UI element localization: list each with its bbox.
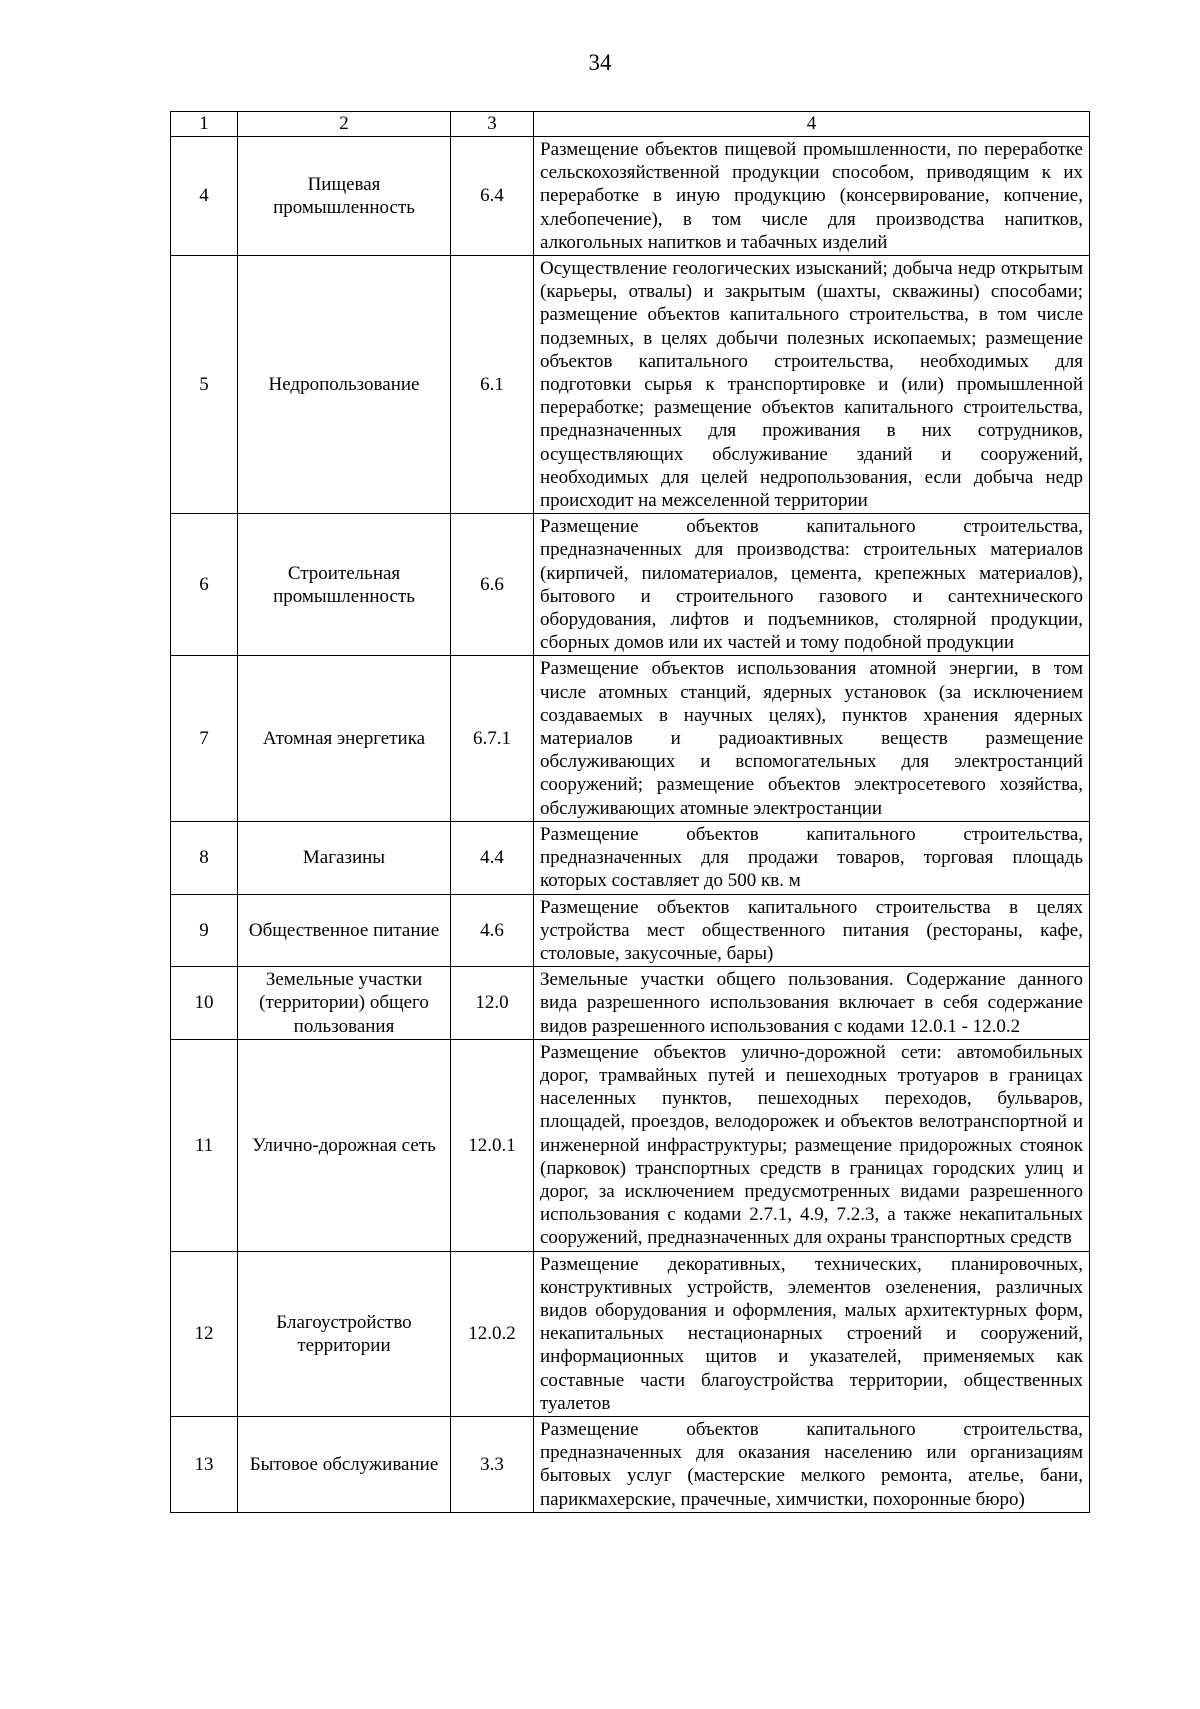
land-use-code: 4.4: [451, 821, 534, 894]
row-number: 4: [171, 137, 238, 256]
land-use-description: Размещение объектов капитального строительства, предназначенных для оказания населению или организациям бытовых услуг (мастерские мелкого ремонта, ателье, бани, парикмахерские, прачечные, химчистки, похоронные бюро): [534, 1416, 1090, 1512]
land-use-description: Размещение объектов капитального строительства, предназначенных для производства: строительных материалов (кирпичей, пиломатериалов, цемента, крепежных материалов), бытового и строительного газового и сантехнического оборудования, лифтов и подъемников, столярной продукции, сборных домов или их частей и тому подобной продукции: [534, 514, 1090, 656]
land-use-code: 12.0: [451, 967, 534, 1040]
land-use-description: Размещение объектов капитального строительства в целях устройства мест общественного питания (рестораны, кафе, столовые, закусочные, бары): [534, 894, 1090, 967]
land-use-name: Бытовое обслуживание: [238, 1416, 451, 1512]
row-number: 11: [171, 1039, 238, 1251]
land-use-code: 6.1: [451, 256, 534, 514]
land-use-name: Строительная промышленность: [238, 514, 451, 656]
land-use-name: Атомная энергетика: [238, 656, 451, 821]
table-row: [171, 137, 1090, 256]
row-number: 5: [171, 256, 238, 514]
land-use-description: Земельные участки общего пользования. Содержание данного вида разрешенного использования включает в себя содержание видов разрешенного использования с кодами 12.0.1 - 12.0.2: [534, 967, 1090, 1040]
land-use-code: 6.6: [451, 514, 534, 656]
table-row: [171, 967, 1090, 1040]
land-use-description: Размещение объектов пищевой промышленности, по переработке сельскохозяйственной продукции способом, приводящим к их переработке в иную продукцию (консервирование, копчение, хлебопечение), в том числе для производства напитков, алкогольных напитков и табачных изделий: [534, 137, 1090, 256]
row-number: 7: [171, 656, 238, 821]
land-use-name: Недропользование: [238, 256, 451, 514]
row-number: 13: [171, 1416, 238, 1512]
land-use-name: Земельные участки (территории) общего пользования: [238, 967, 451, 1040]
table-row: [171, 1251, 1090, 1416]
table-row: [171, 821, 1090, 894]
land-use-description: Размещение объектов улично-дорожной сети: автомобильных дорог, трамвайных путей и пешеходных тротуаров в границах населенных пунктов, пешеходных переходов, бульваров, площадей, проездов, велодорожек и объектов велотранспортной и инженерной инфраструктуры; размещение придорожных стоянок (парковок) транспортных средств в границах городских улиц и дорог, за исключением предусмотренных видами разрешенного использования с кодами 2.7.1, 4.9, 7.2.3, а также некапитальных сооружений, предназначенных для охраны транспортных средств: [534, 1039, 1090, 1251]
land-use-name: Магазины: [238, 821, 451, 894]
land-use-code: 4.6: [451, 894, 534, 967]
table-row: [171, 256, 1090, 514]
land-use-code: 3.3: [451, 1416, 534, 1512]
land-use-code: 12.0.1: [451, 1039, 534, 1251]
land-use-description: Размещение объектов использования атомной энергии, в том числе атомных станций, ядерных установок (за исключением создаваемых в научных целях), пунктов хранения ядерных материалов и радиоактивных веществ размещение обслуживающих и вспомогательных для электростанций сооружений; размещение объектов электросетевого хозяйства, обслуживающих атомные электростанции: [534, 656, 1090, 821]
column-header-4: 4: [534, 112, 1090, 137]
table-header-row: [171, 112, 1090, 137]
land-use-name: Общественное питание: [238, 894, 451, 967]
row-number: 9: [171, 894, 238, 967]
row-number: 8: [171, 821, 238, 894]
row-number: 10: [171, 967, 238, 1040]
table-row: [171, 1416, 1090, 1512]
column-header-2: 2: [238, 112, 451, 137]
column-header-3: 3: [451, 112, 534, 137]
page-number: 34: [588, 50, 612, 75]
land-use-code: 12.0.2: [451, 1251, 534, 1416]
table-row: [171, 514, 1090, 656]
table-row: [171, 1039, 1090, 1251]
land-use-description: Размещение объектов капитального строительства, предназначенных для продажи товаров, торговая площадь которых составляет до 500 кв. м: [534, 821, 1090, 894]
row-number: 6: [171, 514, 238, 656]
land-use-name: Благоустройство территории: [238, 1251, 451, 1416]
table-row: [171, 656, 1090, 821]
land-use-name: Пищевая промышленность: [238, 137, 451, 256]
land-use-description: Размещение декоративных, технических, планировочных, конструктивных устройств, элементов озеленения, различных видов оборудования и оформления, малых архитектурных форм, некапитальных нестационарных строений и сооружений, информационных щитов и указателей, применяемых как составные части благоустройства территории, общественных туалетов: [534, 1251, 1090, 1416]
row-number: 12: [171, 1251, 238, 1416]
land-use-description: Осуществление геологических изысканий; добыча недр открытым (карьеры, отвалы) и закрытым (шахты, скважины) способами; размещение объектов капитального строительства, в том числе подземных, в целях добычи полезных ископаемых; размещение объектов капитального строительства, необходимых для подготовки сырья к транспортировке и (или) промышленной переработке; размещение объектов капитального строительства, предназначенных для проживания в них сотрудников, осуществляющих обслуживание зданий и сооружений, необходимых для целей недропользования, если добыча недр происходит на межселенной территории: [534, 256, 1090, 514]
column-header-1: 1: [171, 112, 238, 137]
table-row: [171, 894, 1090, 967]
land-use-code: 6.7.1: [451, 656, 534, 821]
land-use-table: [170, 111, 1090, 1513]
land-use-name: Улично-дорожная сеть: [238, 1039, 451, 1251]
land-use-code: 6.4: [451, 137, 534, 256]
